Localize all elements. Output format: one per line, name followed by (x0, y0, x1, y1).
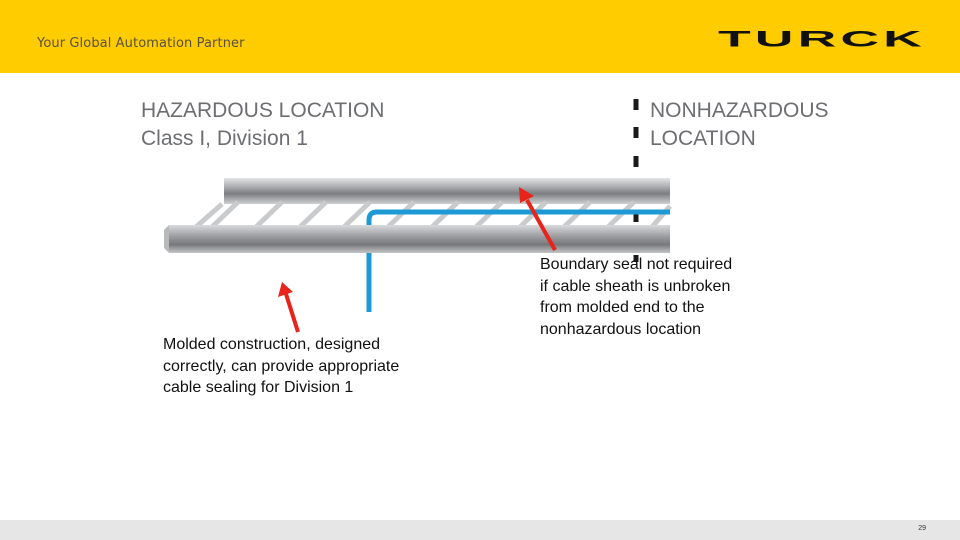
tray-front-rail (169, 225, 670, 253)
footer-bar (0, 520, 960, 540)
boundary-title-line-1: NONHAZARDOUS (650, 99, 829, 122)
boundary-note-line-1: Boundary seal not required (540, 256, 733, 273)
molded-note-line-2: correctly, can provide appropriate (163, 357, 400, 375)
molded-note-line-1: Molded construction, designed (163, 336, 381, 353)
molded-note-line-3: cable sealing for Division 1 (163, 379, 354, 396)
boundary-note-line-3: from molded end to the (540, 299, 705, 316)
boundary-note-line-2: if cable sheath is unbroken (540, 277, 731, 295)
boundary-title-line-2: LOCATION (650, 127, 756, 150)
logo-text: TURCK (718, 27, 926, 53)
title-line-2: Class I, Division 1 (141, 127, 308, 150)
molded-construction-note (163, 334, 399, 399)
page-number: 29 (918, 525, 926, 532)
boundary-seal-note (540, 254, 732, 340)
tagline: Your Global Automation Partner (37, 36, 245, 51)
tray-back-rail (224, 178, 670, 204)
boundary-note-line-4: nonhazardous location (540, 320, 702, 338)
title-line-1: HAZARDOUS LOCATION (141, 99, 385, 122)
